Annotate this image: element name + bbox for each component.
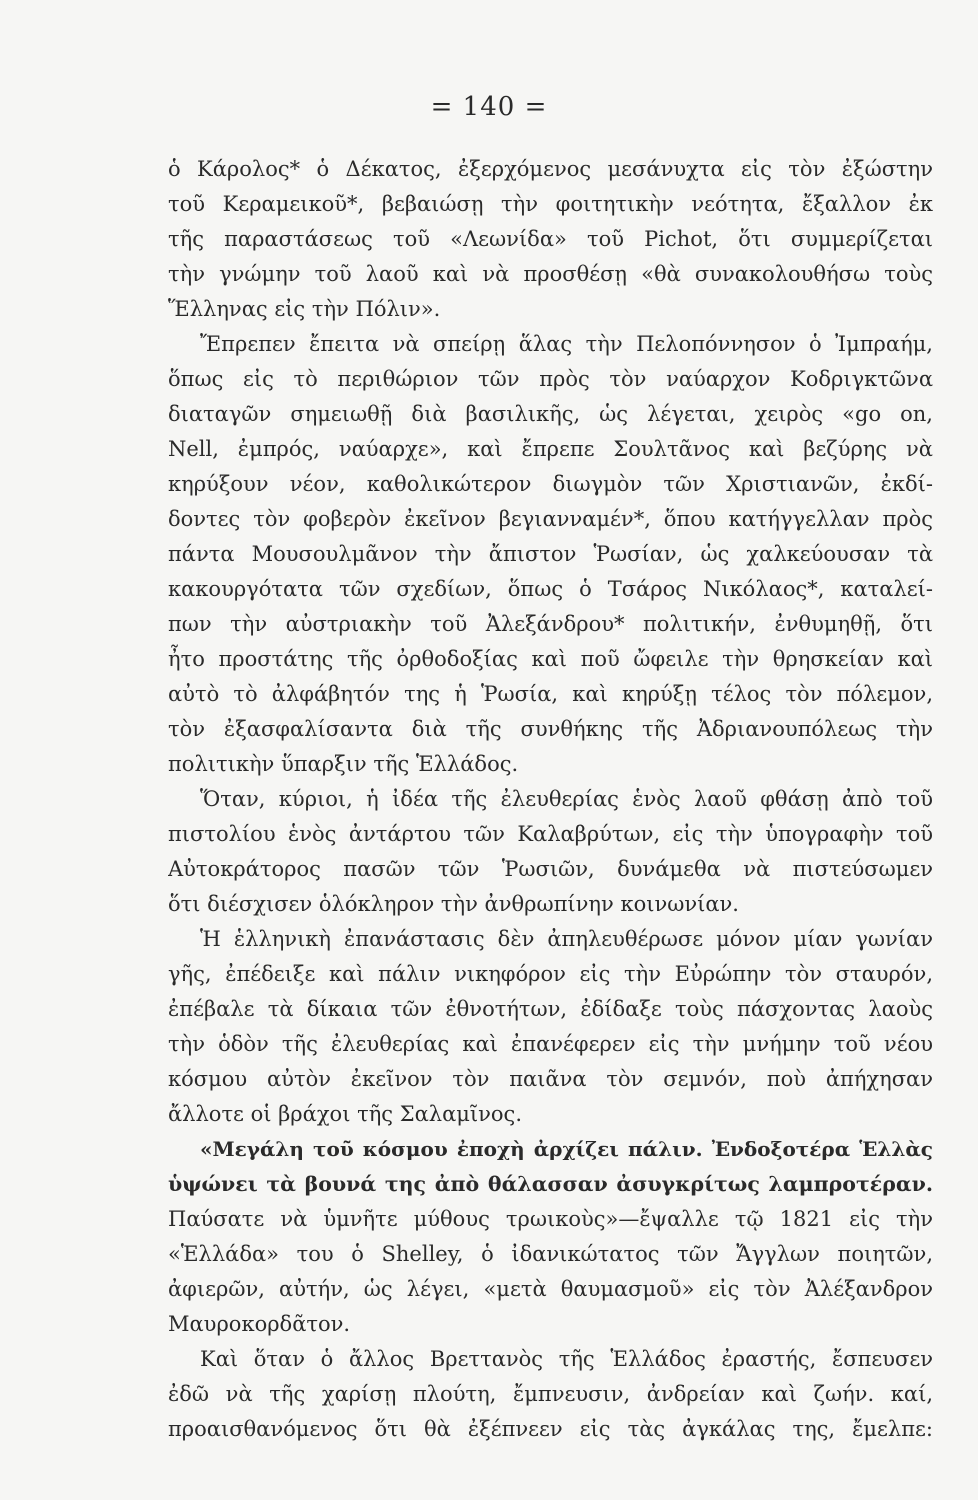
text-line: πιστολίου ἑνὸς ἀντάρτου τῶν Καλαβρύτων, εἰς τὴν ὑπογραφὴν τοῦ <box>168 822 933 846</box>
text-line: τὴν ὁδὸν τῆς ἐλευθερίας καὶ ἐπανέφερεν εἰς τὴν μνήμην τοῦ νέου <box>168 1032 933 1056</box>
body-text <box>168 152 933 1447</box>
text-line: τὸν ἐξασφαλίσαντα διὰ τῆς συνθήκης τῆς Ἀδριανουπόλεως τὴν <box>168 717 933 741</box>
text-line: Nell, ἐμπρός, ναύαρχε», καὶ ἔπρεπε Σουλτᾶνος καὶ βεζύρης νὰ <box>168 437 933 461</box>
text-line: ἀφιερῶν, αὐτήν, ὡς λέγει, «μετὰ θαυμασμοῦ» εἰς τὸν Ἀλέξανδρον <box>168 1277 933 1301</box>
text-line: Καὶ ὅταν ὁ ἄλλος Βρεττανὸς τῆς Ἑλλάδος ἐραστής, ἔσπευσεν <box>200 1347 933 1371</box>
text-line: ἄλλοτε οἱ βράχοι τῆς Σαλαμῖνος. <box>168 1102 522 1126</box>
text-line: δοντες τὸν φοβερὸν ἐκεῖνον βεγιανναμέν*, ὅπου κατήγγελλαν πρὸς <box>168 507 933 531</box>
text-line: τῆς παραστάσεως τοῦ «Λεωνίδα» τοῦ Pichot, ὅτι συμμερίζεται <box>168 227 933 251</box>
text-line: αὐτὸ τὸ ἀλφάβητόν της ἡ Ῥωσία, καὶ κηρύξῃ τέλος τὸν πόλεμον, <box>168 682 933 706</box>
text-line: ἦτο προστάτης τῆς ὀρθοδοξίας καὶ ποῦ ὤφειλε τὴν θρησκείαν καὶ <box>168 647 933 671</box>
text-line: Ἔπρεπεν ἔπειτα νὰ σπείρῃ ἅλας τὴν Πελοπόννησον ὁ Ἰμπραήμ, <box>200 332 933 356</box>
text-line: Παύσατε νὰ ὑμνῆτε μύθους τρωικοὺς»—ἔψαλλε τῷ 1821 εἰς τὴν <box>168 1207 933 1231</box>
page-number: = 140 = <box>430 92 548 122</box>
text-line: ὅτι διέσχισεν ὁλόκληρον τὴν ἀνθρωπίνην κοινωνίαν. <box>168 892 739 916</box>
text-line: «Μεγάλη τοῦ κόσμου ἐποχὴ ἀρχίζει πάλιν. Ἐνδοξοτέρα Ἑλλὰς <box>200 1137 933 1161</box>
text-line: ἐπέβαλε τὰ δίκαια τῶν ἐθνοτήτων, ἐδίδαξε τοὺς πάσχοντας λαοὺς <box>168 997 933 1021</box>
text-line: κηρύξουν νέον, καθολικώτερον διωγμὸν τῶν Χριστιανῶν, ἐκδί- <box>168 472 933 496</box>
text-line: τοῦ Κεραμεικοῦ*, βεβαιώσῃ τὴν φοιτητικὴν νεότητα, ἔξαλλον ἐκ <box>168 192 933 216</box>
text-line: διαταγῶν σημειωθῇ διὰ βασιλικῆς, ὡς λέγεται, χειρὸς «go on, <box>168 402 933 426</box>
text-line: ἐδῶ νὰ τῆς χαρίσῃ πλούτη, ἔμπνευσιν, ἀνδρείαν καὶ ζωήν. καί, <box>168 1382 933 1406</box>
text-line: ὁ Κάρολος* ὁ Δέκατος, ἐξερχόμενος μεσάνυχτα εἰς τὸν ἐξώστην <box>168 157 933 181</box>
text-line: τὴν γνώμην τοῦ λαοῦ καὶ νὰ προσθέσῃ «θὰ συνακολουθήσω τοὺς <box>168 262 933 286</box>
text-line: πολιτικὴν ὕπαρξιν τῆς Ἑλλάδος. <box>168 752 519 776</box>
text-line: «Ἑλλάδα» του ὁ Shelley, ὁ ἰδανικώτατος τῶν Ἄγγλων ποιητῶν, <box>168 1242 933 1266</box>
text-line: Ἡ ἑλληνικὴ ἐπανάστασις δὲν ἀπηλευθέρωσε μόνον μίαν γωνίαν <box>200 927 933 951</box>
text-line: κόσμου αὐτὸν ἐκεῖνον τὸν παιᾶνα τὸν σεμνόν, ποὺ ἀπήχησαν <box>168 1067 933 1091</box>
text-line: γῆς, ἐπέδειξε καὶ πάλιν νικηφόρον εἰς τὴν Εὐρώπην τὸν σταυρόν, <box>168 962 933 986</box>
text-line: ὅπως εἰς τὸ περιθώριον τῶν πρὸς τὸν ναύαρχον Κοδριγκτῶνα <box>168 367 933 391</box>
text-line: Ὅταν, κύριοι, ἡ ἰδέα τῆς ἐλευθερίας ἑνὸς λαοῦ φθάσῃ ἀπὸ τοῦ <box>200 787 933 811</box>
text-line: Αὐτοκράτορος πασῶν τῶν Ῥωσιῶν, δυνάμεθα νὰ πιστεύσωμεν <box>168 857 933 881</box>
text-line: προαισθανόμενος ὅτι θὰ ἐξέπνεεν εἰς τὰς ἀγκάλας της, ἔμελπε: <box>168 1417 933 1441</box>
text-line: Μαυροκορδᾶτον. <box>168 1312 351 1336</box>
text-line: ὑψώνει τὰ βουνά της ἀπὸ θάλασσαν ἀσυγκρίτως λαμπροτέραν. <box>168 1172 933 1196</box>
text-line: Ἕλληνας εἰς τὴν Πόλιν». <box>168 297 441 321</box>
text-line: πάντα Μουσουλμᾶνον τὴν ἄπιστον Ῥωσίαν, ὡς χαλκεύουσαν τὰ <box>168 542 933 566</box>
text-line: κακουργότατα τῶν σχεδίων, ὅπως ὁ Τσάρος Νικόλαος*, καταλεί- <box>168 577 933 601</box>
text-line: πων τὴν αὐστριακὴν τοῦ Ἀλεξάνδρου* πολιτικήν, ἐνθυμηθῇ, ὅτι <box>168 612 933 636</box>
